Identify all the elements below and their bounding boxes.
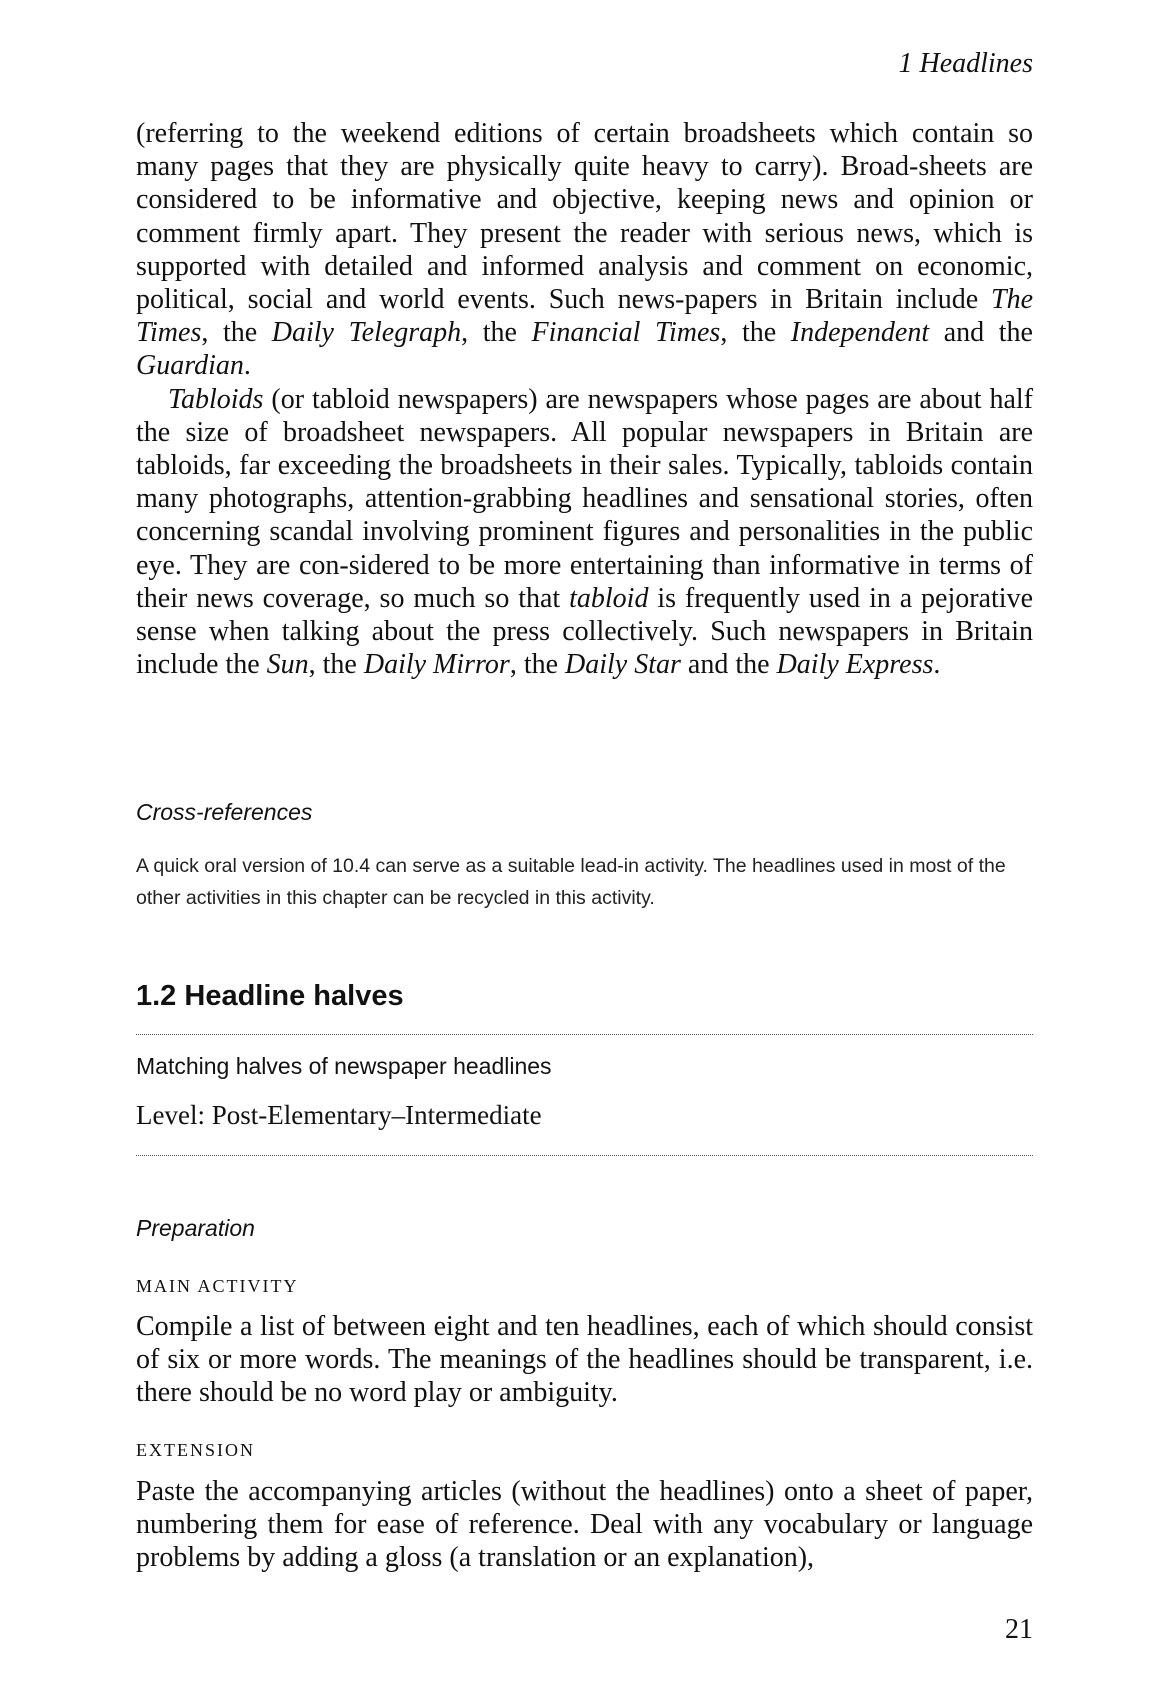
cross-references-text: A quick oral version of 10.4 can serve as a suitable lead-in activity. The headlines used in most of the other activities in this chapter can be recycled in this activity. bbox=[136, 855, 1006, 909]
running-head: 1 Headlines bbox=[898, 48, 1033, 79]
extension-text: Paste the accompanying articles (without the headlines) onto a sheet of paper, numbering them for ease of reference. Deal with any vocabulary or language problems by adding a gloss (a translation or an explanation), bbox=[136, 1476, 1033, 1574]
paragraph-broadsheets: (referring to the weekend editions of certain broadsheets which contain so many pages that they are physically quite heavy to carry). Broad-sheets are considered to be informative and objective, keeping news and opinion or comment firmly apart. They present the reader with serious news, which is supported with detailed and informed analysis and comment on economic, political, social and world events. Such news-papers in Britain include The Times, the Daily Telegraph, the Financial Times, the Independent and the Guardian. bbox=[136, 118, 1033, 382]
intro-text bbox=[136, 117, 1033, 681]
page-number: 21 bbox=[1005, 1614, 1033, 1645]
cross-references-heading: Cross-references bbox=[136, 799, 313, 825]
main-activity-text: Compile a list of between eight and ten headlines, each of which should consist of six or more words. The meanings of the headlines should be transparent, i.e. there should be no word play or ambiguity. bbox=[136, 1311, 1033, 1409]
main-activity-label: MAIN ACTIVITY bbox=[136, 1276, 299, 1296]
paragraph-tabloids: Tabloids (or tabloid newspapers) are newspapers whose pages are about half the size of broadsheet newspapers. All popular newspapers in Britain are tabloids, far exceeding the broadsheets in their sales. Typically, tabloids contain many photographs, attention-grabbing headlines and sensational stories, often concerning scandal involving prominent figures and personalities in the public eye. They are con-sidered to be more entertaining than informative in terms of their news coverage, so much so that tabloid is frequently used in a pejorative sense when talking about the press collectively. Such newspapers in Britain include the Sun, the Daily Mirror, the Daily Star and the Daily Express. bbox=[136, 383, 1033, 681]
level-line: Level: Post-Elementary–Intermediate bbox=[136, 1100, 542, 1130]
dotted-rule-top bbox=[136, 1034, 1033, 1035]
extension-label: EXTENSION bbox=[136, 1440, 255, 1460]
section-title: 1.2 Headline halves bbox=[136, 980, 404, 1012]
dotted-rule-bottom bbox=[136, 1155, 1033, 1156]
section-subtitle: Matching halves of newspaper headlines bbox=[136, 1053, 552, 1079]
preparation-heading: Preparation bbox=[136, 1215, 255, 1241]
